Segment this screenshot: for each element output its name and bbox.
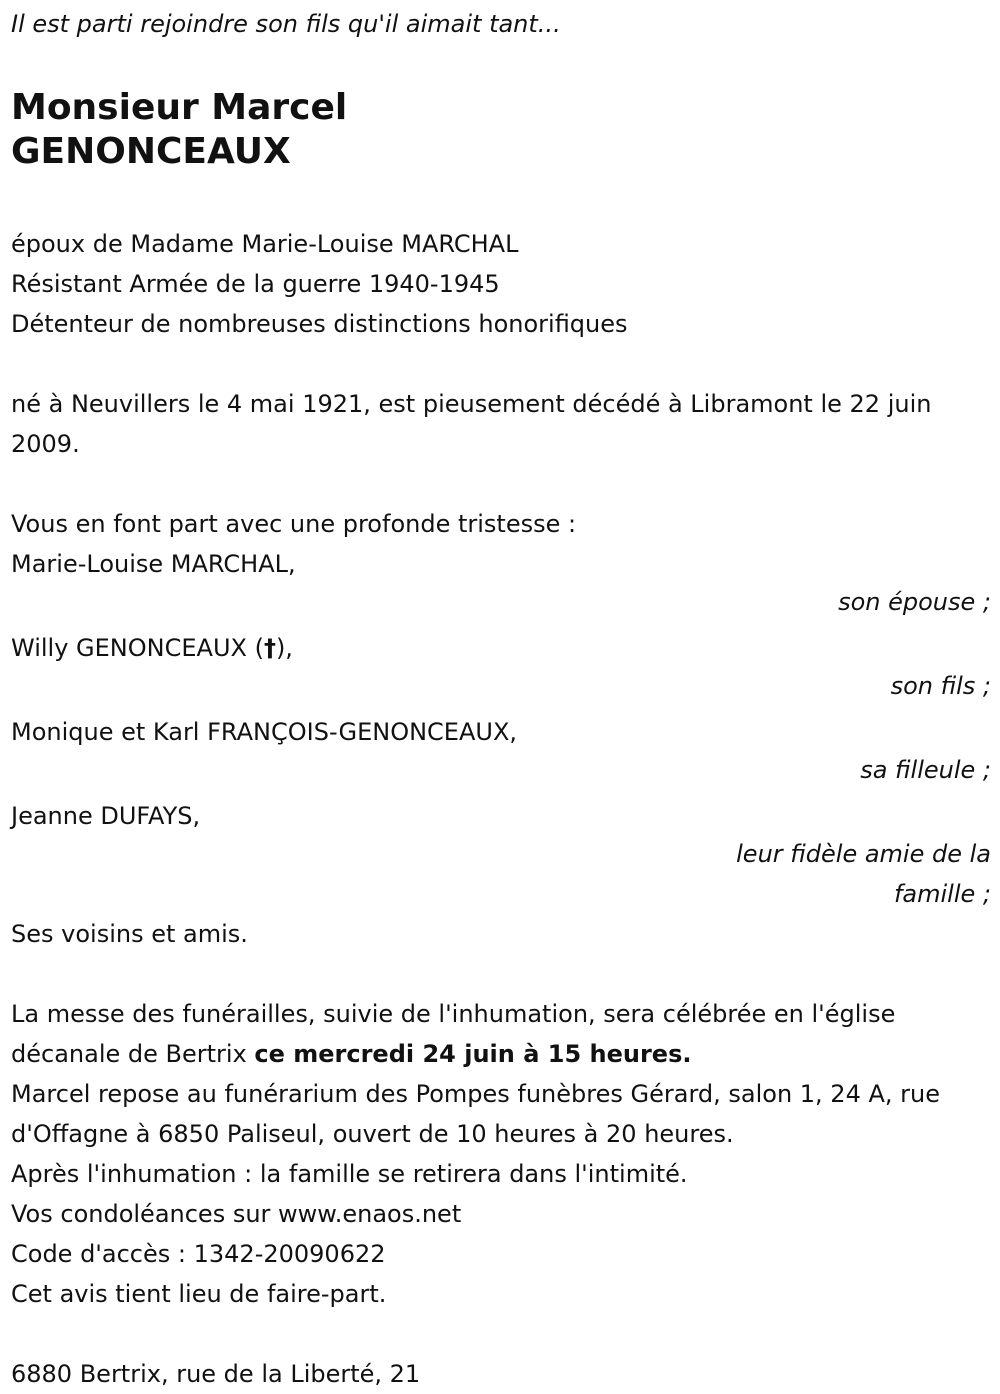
family-list xyxy=(11,544,991,914)
family-member-relation: leur fidèle amie de la famille ; xyxy=(736,840,991,908)
family-member-name: Monique et Karl FRANÇOIS-GENONCEAUX, xyxy=(11,718,518,746)
announcement-intro: Vous en font part avec une profonde tristesse : xyxy=(11,510,577,538)
family-member xyxy=(11,544,991,622)
family-member-name: Willy GENONCEAUX (†), xyxy=(11,634,293,662)
deceased-name xyxy=(11,86,991,174)
notice-text: Cet avis tient lieu de faire-part. xyxy=(11,1280,387,1308)
family-member-relation: son épouse ; xyxy=(838,588,991,616)
resistance-line: Résistant Armée de la guerre 1940-1945 xyxy=(11,270,500,298)
family-member xyxy=(11,628,991,706)
family-member xyxy=(11,796,991,914)
titles-block xyxy=(11,224,991,344)
obituary-notice xyxy=(11,4,991,1394)
distinctions-line: Détenteur de nombreuses distinctions honorifiques xyxy=(11,310,628,338)
family-member-relation: son fils ; xyxy=(890,672,991,700)
epigraph: Il est parti rejoindre son fils qu'il aimait tant... xyxy=(11,10,561,38)
family-member-name: Jeanne DUFAYS, xyxy=(11,802,201,830)
deceased-name-line2: GENONCEAUX xyxy=(11,131,291,172)
after-burial-text: Après l'inhumation : la famille se retirera dans l'intimité. xyxy=(11,1160,688,1188)
funeral-home-text: Marcel repose au funérarium des Pompes funèbres Gérard, salon 1, 24 A, rue d'Offagne à 6850 Paliseul, ouvert de 10 heures à 20 heures. xyxy=(11,1080,940,1148)
family-member-name: Marie-Louise MARCHAL, xyxy=(11,550,296,578)
condolences-text: Vos condoléances sur www.enaos.net xyxy=(11,1200,462,1228)
family-member xyxy=(11,712,991,790)
family-member-relation: sa filleule ; xyxy=(860,756,991,784)
funeral-mass-text: La messe des funérailles, suivie de l'inhumation, sera célébrée en l'église décanale de Bertrix ce mercredi 24 juin à 15 heures. xyxy=(11,1000,896,1068)
funeral-date-time: ce mercredi 24 juin à 15 heures. xyxy=(254,1040,692,1068)
spouse-line: époux de Madame Marie-Louise MARCHAL xyxy=(11,230,519,258)
birth-death-text: né à Neuvillers le 4 mai 1921, est pieusement décédé à Libramont le 22 juin 2009. xyxy=(11,390,932,458)
address: 6880 Bertrix, rue de la Liberté, 21 xyxy=(11,1360,421,1388)
deceased-name-line1: Monsieur Marcel xyxy=(11,87,348,128)
service-details xyxy=(11,994,991,1314)
neighbors-line: Ses voisins et amis. xyxy=(11,920,248,948)
access-code-text: Code d'accès : 1342-20090622 xyxy=(11,1240,386,1268)
cross-icon: † xyxy=(263,634,276,662)
